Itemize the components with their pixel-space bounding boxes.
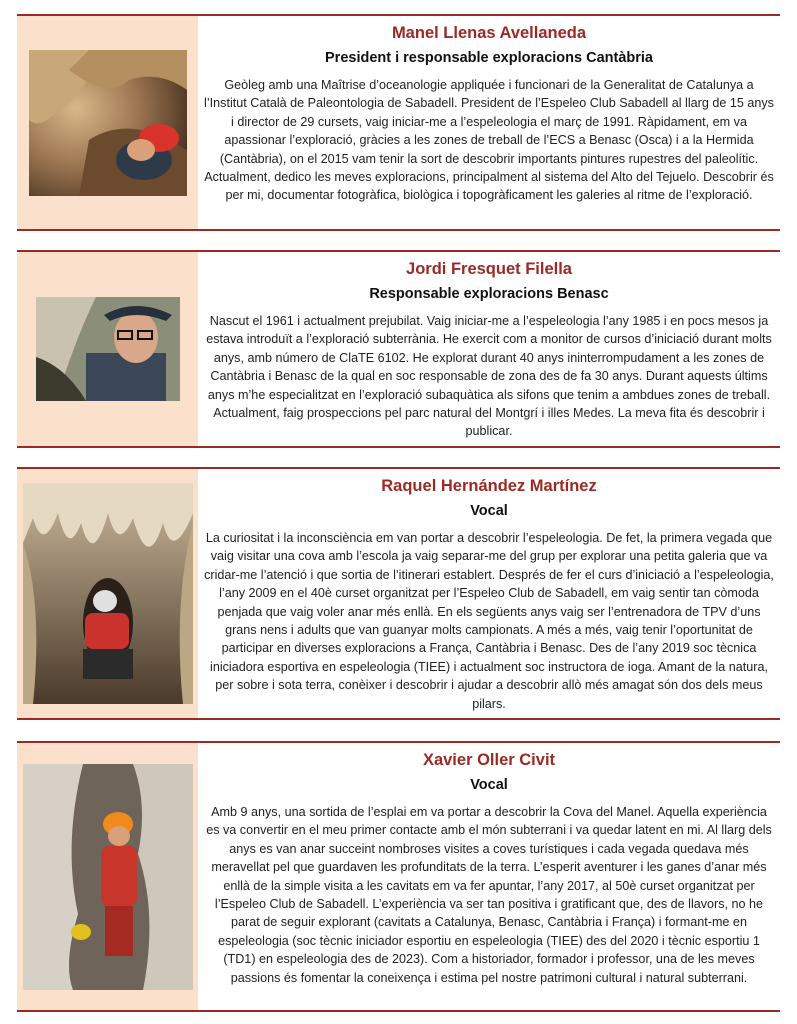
member-bio: Nascut el 1961 i actualment prejubilat. Vaig iniciar-me a l’espeleologia l’any 1985 i en pocs mesos ja estava introduït a l’exploració subterrània. He exercit com a monitor de cursos d’iniciació durant molts anys, amb número de ClaTE 6102. He explorat durant 40 anys ininterrompudament a les zones de Cantàbria i Benasc de la qual en soc responsable de zona des de fa 30 anys. Durant aquests últims anys m’he especialitzat en l’exploració subaquàtica als sifons que tenim a ambdues zones de treball. Actualment, faig prospeccions pel parc natural del Montgrí i illes Medes. La meva fita és descobrir i publicar. <box>206 314 772 439</box>
member-name: Manel Llenas Avellaneda <box>391 24 587 42</box>
photo-panel <box>17 16 198 229</box>
member-role: Vocal <box>470 503 508 519</box>
member-text <box>198 469 780 718</box>
member-text <box>198 743 780 1010</box>
member-bio: Geòleg amb una Maîtrise d’oceanologie appliquée i funcionari de la Generalitat de Catalunya a l’Institut Català de Paleontologia de Sabadell. President de l’Espeleo Club Sabadell al llarg de 15 anys i director de 29 cursets, vaig iniciar-me a l’espeleologia el març de 1991. Ràpidament, em va apassionar l’exploració, gràcies a les zones de treball de l’ECS a Benasc (Osca) i a la Hermida (Cantàbria), on el 2015 vam tenir la sort de descobrir importants pintures rupestres del paleolític. Actualment, dedico les meves exploracions, principalment al sistema del Alto del Tejuelo. Descobrir és per mi, documentar fotogràfica, biològica i topogràficament les galeries al ritme de l’exploració. <box>204 78 774 203</box>
member-name: Raquel Hernández Martínez <box>381 477 597 495</box>
member-role: Vocal <box>470 777 508 793</box>
member-name: Xavier Oller Civit <box>422 751 556 769</box>
member-name: Jordi Fresquet Filella <box>406 260 572 278</box>
photo-panel <box>17 252 198 446</box>
cave-photo-illustration <box>23 764 193 990</box>
member-text <box>198 16 780 229</box>
member-bio: La curiositat i la inconsciència em van portar a descobrir l’espeleologia. De fet, la primera vegada que vaig visitar una cova amb l’escola ja vaig separar-me del grup per explorar una petita galeria que va cridar-me l’atenció i que sortia de l’itinerari establert. Després de fer el curs d’iniciació a l’espeleologia, l’any 2009 en el 40è curset organitzat per l’Espeleo Club de Sabadell, em vaig sentir tan còmoda penjada que vaig voler anar més enllà. En els següents anys vaig ser l’entrenadora de TPV d’uns grans nens i adults que van guanyar molts campionats. A més a més, vaig tenir l’oportunitat de participar en diverses exploracions a França, Cantàbria i Benasc. Des de l’any 2019 soc tècnica iniciadora esportiva en espeleologia (TIEE) i actualment soc instructora de ioga. Amant de la natura, per sobre i sota terra, conèixer i descobrir i ajudar a descobrir allò més amagat són dos dels meus pilars. <box>204 531 774 711</box>
cave-photo-illustration <box>36 297 180 401</box>
member-card-xavier <box>17 741 780 1012</box>
member-photo-xavier <box>23 764 193 990</box>
member-photo-jordi <box>36 297 180 401</box>
member-card-raquel <box>17 467 780 720</box>
member-bio: Amb 9 anys, una sortida de l’esplai em va portar a descobrir la Cova del Manel. Aquella experiència es va convertir en el meu primer contacte amb el món subterrani i va quedar latent en mi. Al llarg dels anys es van anar succeint nombroses visites a coves turístiques i cada vegada quedava més meravellat pel que guardaven les profunditats de la terra. L’esperit aventurer i les ganes d’anar més enllà de la simple visita a les cavitats em va fer apuntar, l’any 2017, al 50è curset organitzat per l’Espeleo Club de Sabadell. L’experiència va ser tan positiva i gratificant que, des de llavors, no he parat de seguir explorant (cavitats a Catalunya, Benasc, Cantàbria i França) i formant-me en espeleologia (soc tècnic iniciador esportiu en espeleologia (TIEE) des del 2020 i tècnic esportiu 1 (TD1) en espeleologia des de 2023). Com a historiador, formador i professor, una de les meves passions és fomentar la coneixença i estima pel nostre patrimoni cultural i natural subterrani. <box>206 805 772 985</box>
member-photo-manel <box>29 50 187 196</box>
member-card-manel <box>17 14 780 231</box>
member-text <box>198 252 780 446</box>
cave-photo-illustration <box>29 50 187 196</box>
photo-panel <box>17 469 198 718</box>
member-photo-raquel <box>23 483 193 704</box>
member-card-jordi <box>17 250 780 448</box>
photo-panel <box>17 743 198 1010</box>
member-role: President i responsable exploracions Cantàbria <box>325 50 653 66</box>
cave-photo-illustration <box>23 483 193 704</box>
member-role: Responsable exploracions Benasc <box>369 286 609 302</box>
